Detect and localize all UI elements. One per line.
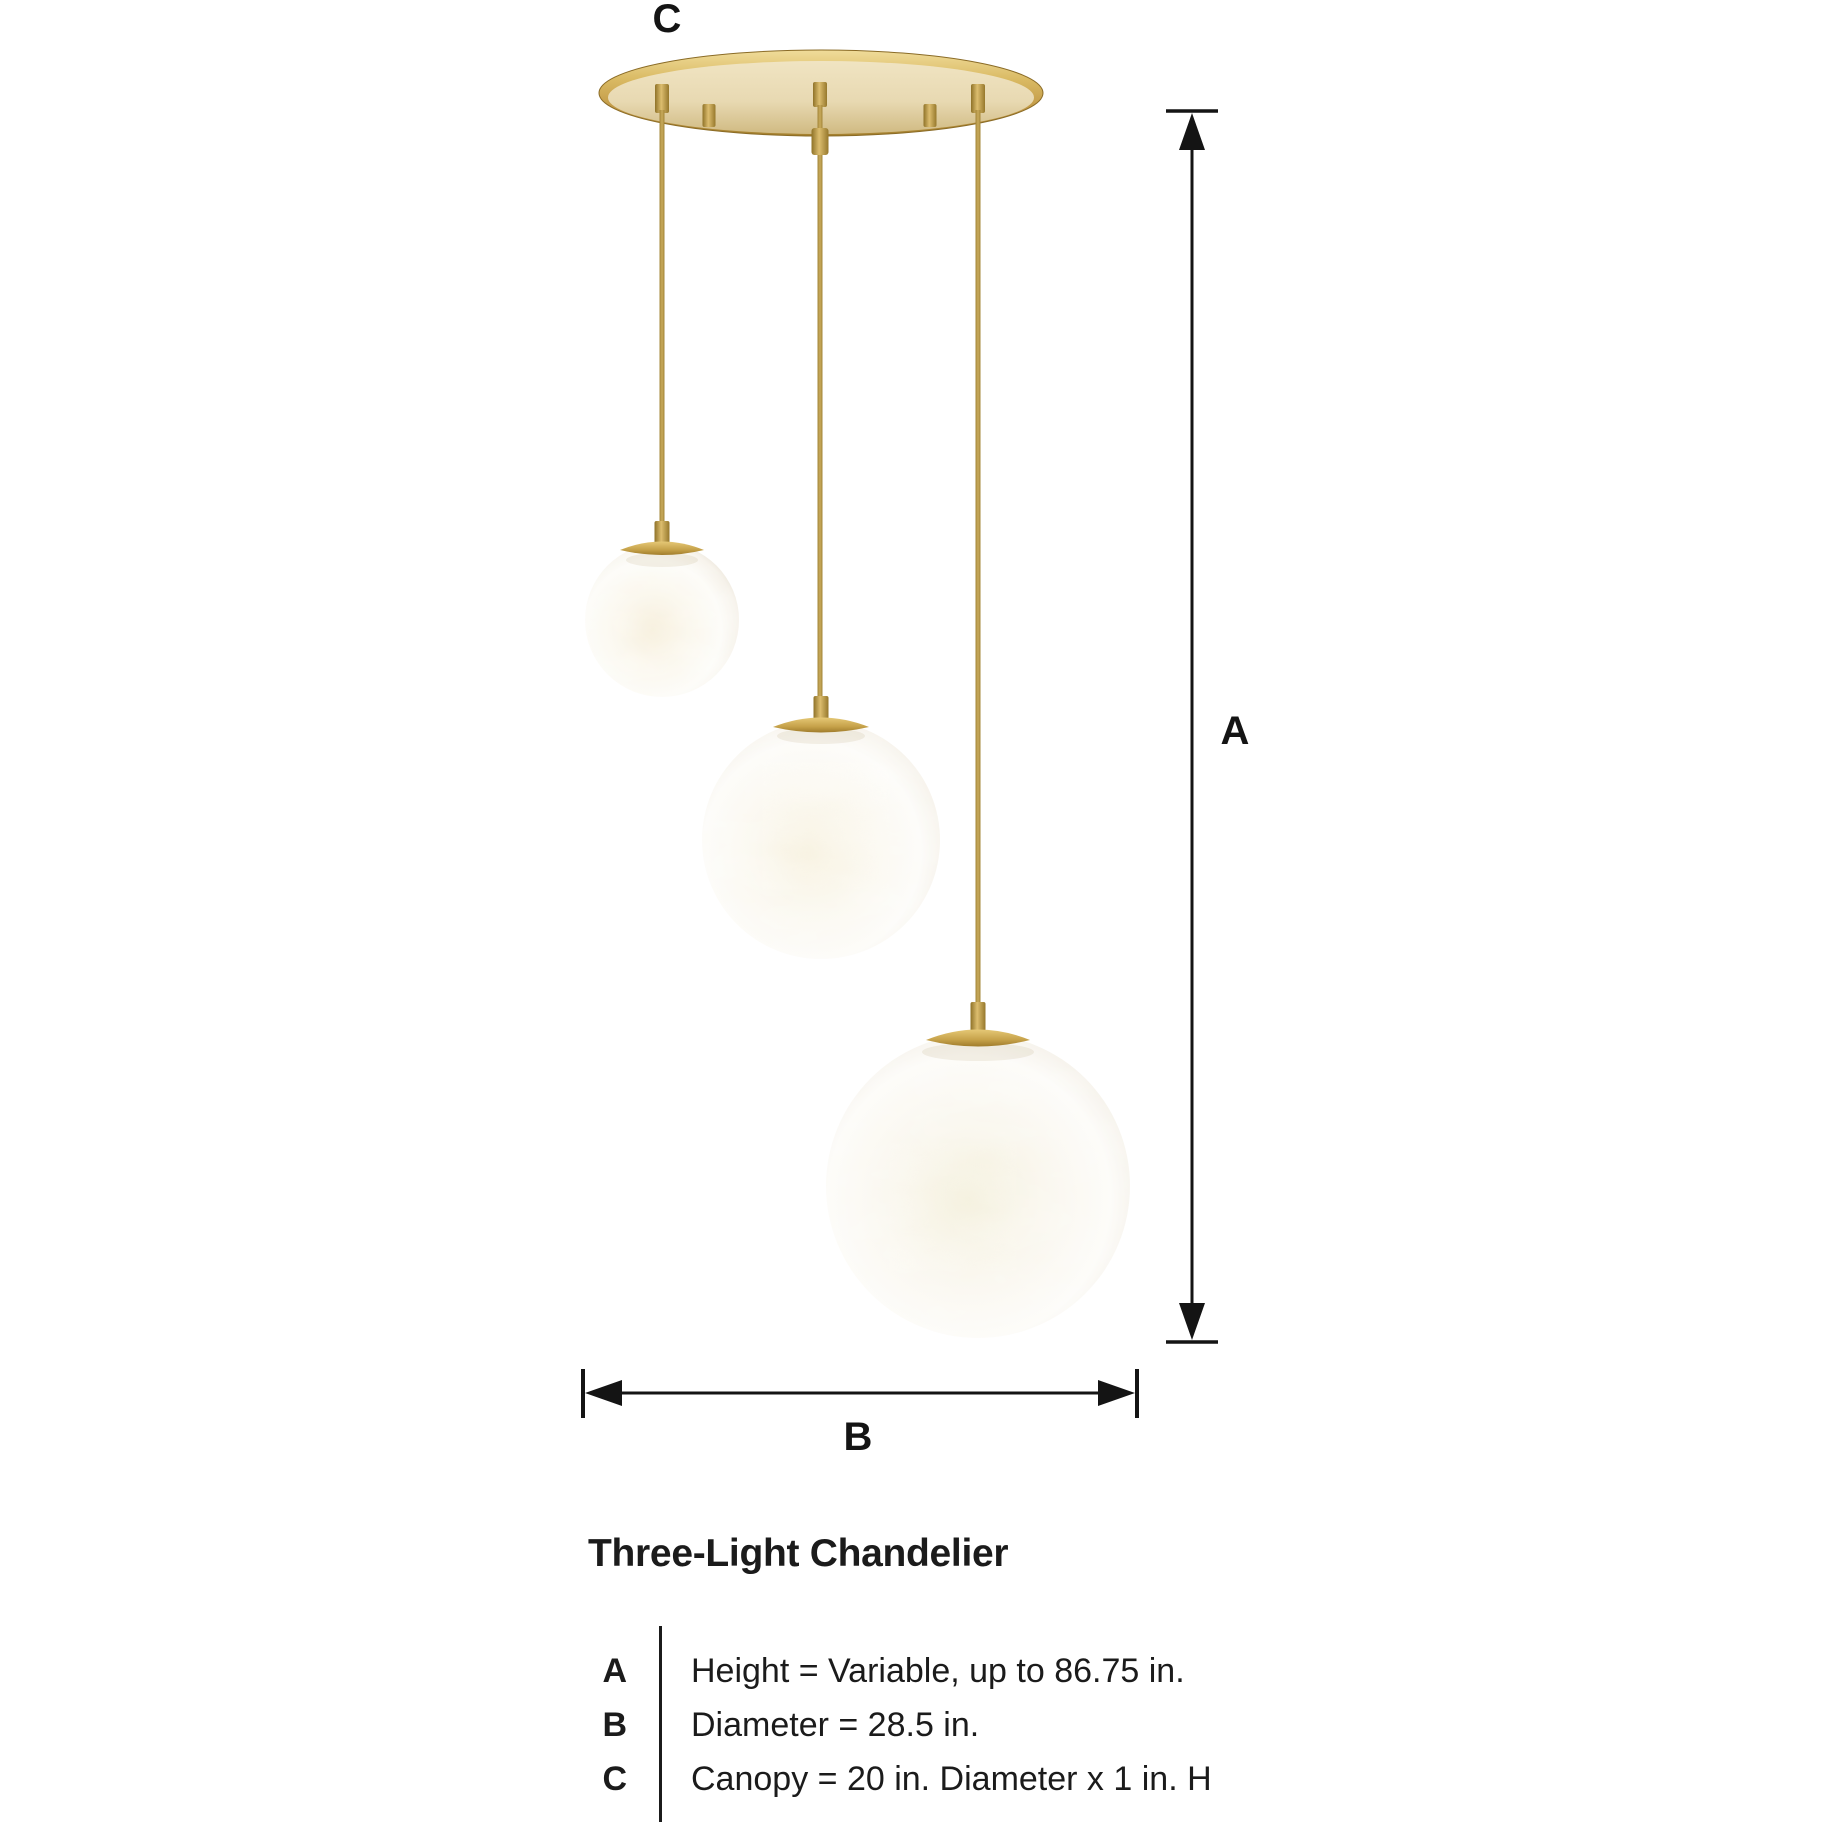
- legend-text-b: Diameter = 28.5 in.: [691, 1705, 980, 1744]
- legend-text-a: Height = Variable, up to 86.75 in.: [691, 1651, 1185, 1690]
- cord-left: [660, 110, 665, 522]
- arrowhead-down-icon: [1179, 1303, 1205, 1340]
- canopy-plug-right: [924, 104, 937, 127]
- product-title: Three-Light Chandelier: [588, 1532, 1009, 1575]
- label-height-a: A: [1220, 709, 1250, 753]
- pendant-small: [585, 521, 739, 697]
- cord-right: [976, 110, 981, 1007]
- legend-letter-b: B: [602, 1705, 627, 1744]
- pendant-medium: [702, 696, 940, 959]
- arrowhead-up-icon: [1179, 113, 1205, 150]
- legend-row-b: [560, 1698, 1320, 1752]
- label-diameter-b: B: [843, 1415, 873, 1459]
- pendant-large-connector: [971, 1002, 986, 1034]
- cord-coupler-center: [812, 128, 829, 155]
- cord-center: [818, 105, 823, 700]
- legend-letter-a: A: [602, 1651, 627, 1690]
- canopy-plug-left: [703, 104, 716, 127]
- arrowhead-right-icon: [1098, 1380, 1135, 1406]
- dimension-legend: [560, 1626, 1320, 1822]
- legend-divider: [659, 1626, 662, 1822]
- canopy-grommet-right: [971, 84, 985, 113]
- legend-text-c: Canopy = 20 in. Diameter x 1 in. H: [691, 1759, 1212, 1798]
- dimension-diameter-b: [583, 1369, 1137, 1418]
- legend-row-c: [560, 1752, 1320, 1806]
- legend-letter-c: C: [602, 1759, 627, 1798]
- pendant-large: [826, 1002, 1130, 1338]
- arrowhead-left-icon: [585, 1380, 622, 1406]
- canopy-grommet-center: [813, 82, 827, 107]
- legend-row-a: [560, 1644, 1320, 1698]
- label-canopy-c: C: [652, 0, 682, 41]
- dimension-height-a: [1166, 111, 1218, 1342]
- canopy-grommet-left: [655, 84, 669, 113]
